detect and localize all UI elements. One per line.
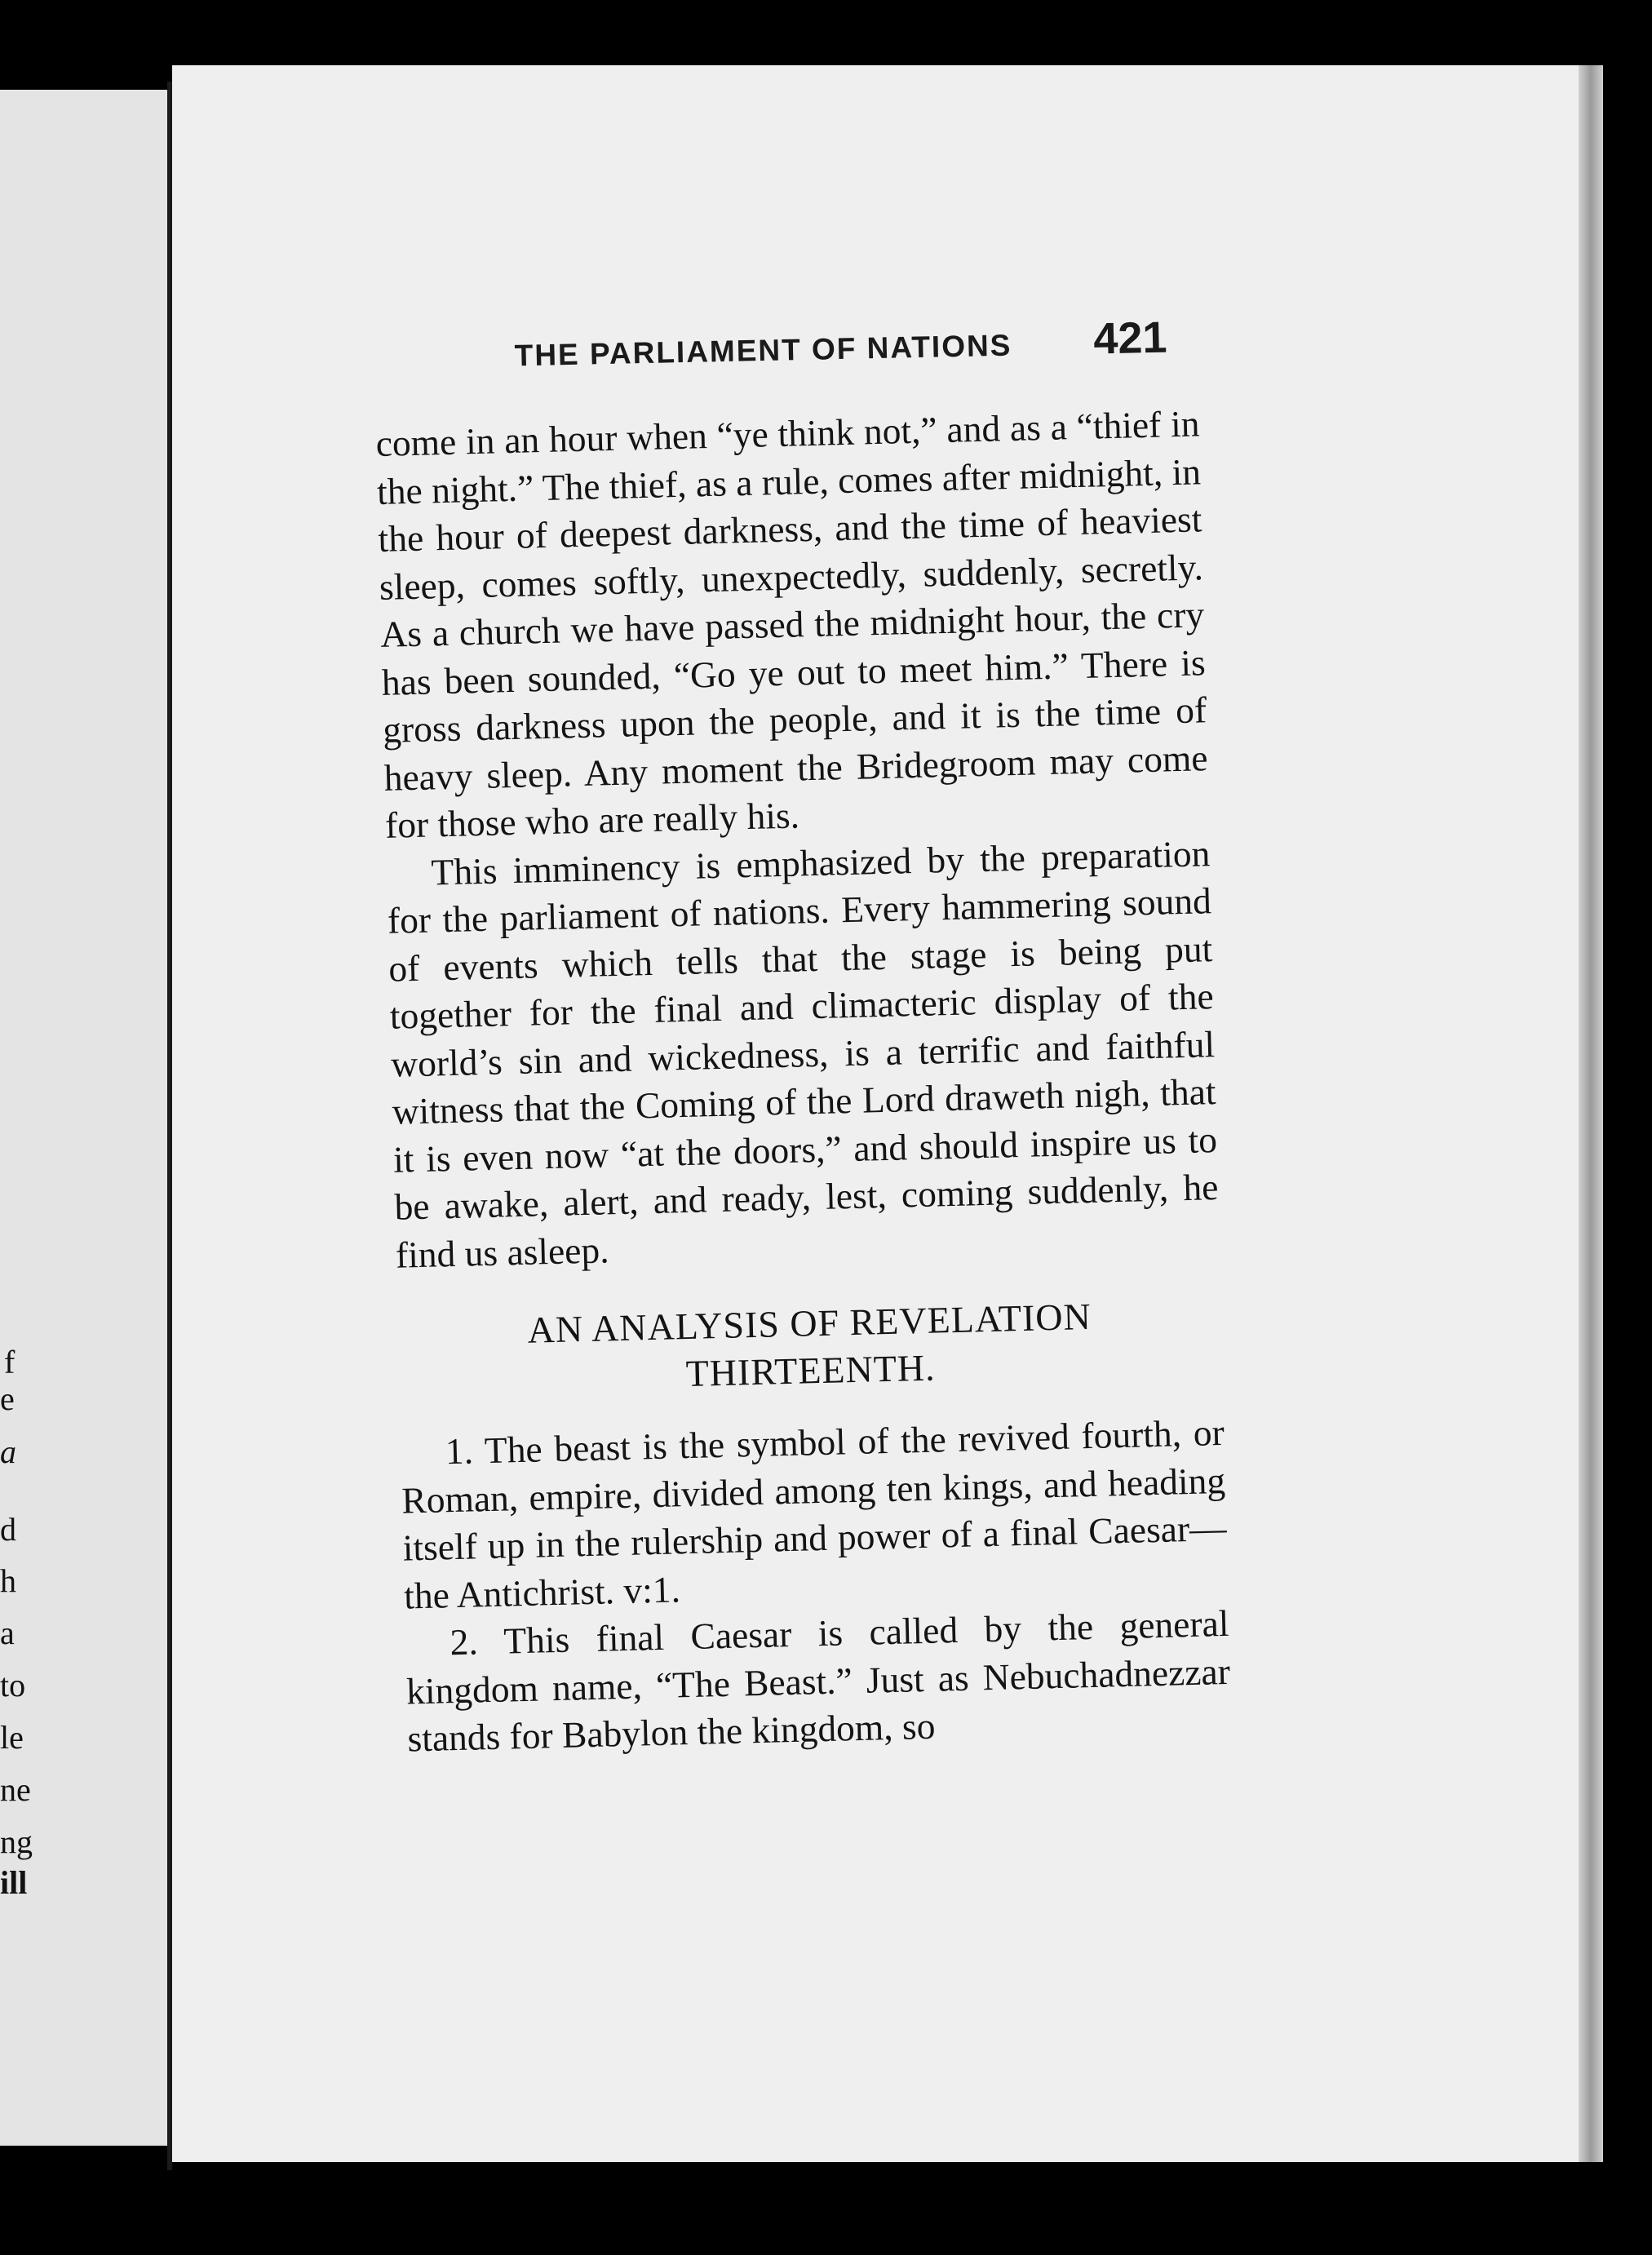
paragraph: This imminency is emphasized by the preparation for the parliament of nations. Every hammering sound of events which tells that the stage is being put together for the final and climacteric display of the world’s sin and wickedness, is a terrific and faithful witness that the Coming of the Lord draweth nigh, that it is even now “at the doors,” and should inspire us to be awake, alert, and ready, lest, coming suddenly, he find us asleep. bbox=[387, 831, 1219, 1276]
left-fragment: to bbox=[0, 1667, 26, 1703]
numbered-item: 1. The beast is the symbol of the revived fourth, or Roman, empire, divided among ten kings, and heading itself up in the rulership and power of a final Caesar—the Antichrist. v:1. bbox=[401, 1411, 1228, 1617]
numbered-item: 2. This final Caesar is called by the general kingdom name, “The Beast.” Just as Nebuchadnezzar stands for Babylon the kingdom, so bbox=[405, 1602, 1231, 1760]
left-fragment: ng bbox=[0, 1823, 33, 1860]
running-title: THE PARLIAMENT OF NATIONS bbox=[514, 328, 1012, 373]
left-fragment: a bbox=[0, 1433, 16, 1470]
left-fragment: d bbox=[0, 1511, 16, 1548]
left-fragment: a bbox=[0, 1615, 15, 1651]
left-fragment: e bbox=[0, 1380, 15, 1417]
left-fragment: f bbox=[4, 1344, 16, 1380]
left-fragment: ill bbox=[0, 1864, 28, 1901]
page-number: 421 bbox=[1092, 312, 1168, 364]
page-edge-shadow bbox=[1579, 65, 1603, 2162]
gutter-line bbox=[167, 82, 172, 2170]
section-heading-line: AN ANALYSIS OF REVELATION bbox=[527, 1295, 1092, 1351]
body-text bbox=[375, 400, 1232, 1763]
section-heading-line: THIRTEENTH. bbox=[685, 1346, 937, 1395]
left-fragment: ne bbox=[0, 1771, 31, 1808]
section-heading bbox=[397, 1290, 1224, 1405]
paragraph: come in an hour when “ye think not,” and as a “thief in the night.” The thief, as a rule, comes after midnight, in the hour of deepest darkness, and the time of heaviest sleep, comes softly, unexpectedly, suddenly, secretly. As a church we have passed the midnight hour, the cry has been sounded, “Go ye out to meet him.” There is gross darkness upon the people, and it is the time of heavy sleep. Any moment the Bridegroom may come for those who are really his. bbox=[375, 402, 1209, 846]
left-fragment: h bbox=[0, 1562, 16, 1599]
left-fragment: le bbox=[0, 1719, 24, 1756]
